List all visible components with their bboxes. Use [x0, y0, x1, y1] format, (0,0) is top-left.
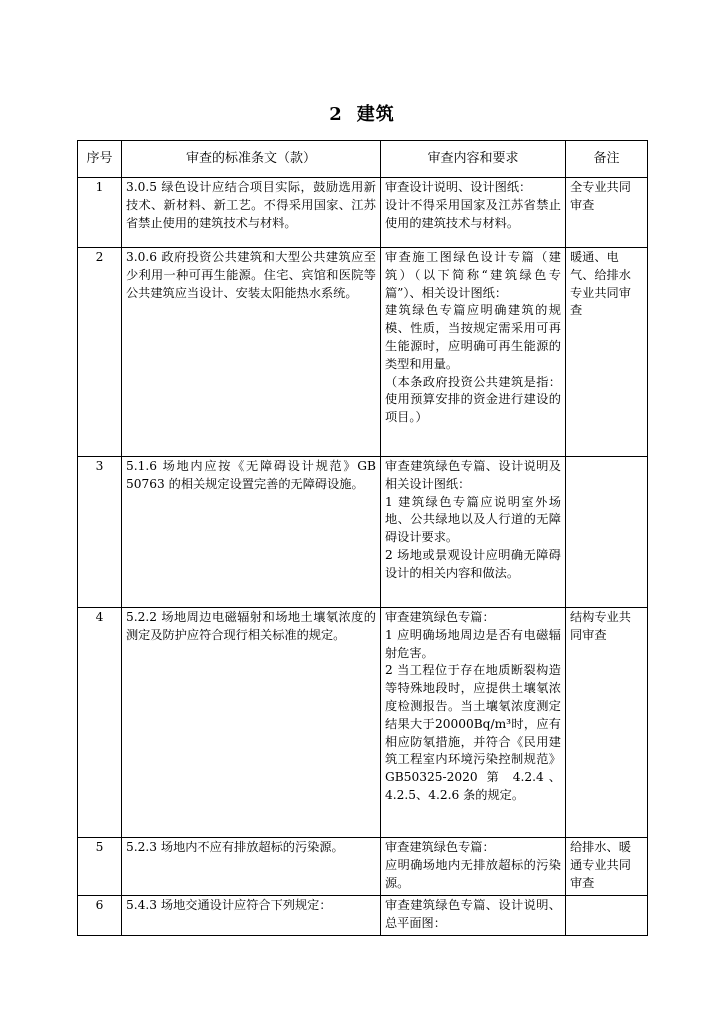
note-cell: 结构专业共同审查 [566, 608, 648, 838]
review-content [381, 248, 566, 457]
standard-clause [122, 248, 381, 457]
review-line: 审查施工图绿色设计专篇（建筑）（以下简称“建筑绿色专篇”）、相关设计图纸： [385, 250, 561, 300]
standard-text: 5.1.6 场地内应按《无障碍设计规范》GB 50763 的相关规定设置完善的无障碍设施。 [126, 459, 376, 491]
standard-clause [122, 608, 381, 838]
review-line: 2 当工程位于存在地质断裂构造等特殊地段时，应提供土壤氡浓度检测报告。当土壤氡浓度测定结果大于20000Bq/m³时，应有相应防氡措施，并符合《民用建筑工程室内环境污染控制规范》GB50325-2020 第 4.2.4、4.2.5、4.2.6 条的规定。 [385, 663, 561, 802]
header-review: 审查内容和要求 [381, 141, 566, 178]
header-note: 备注 [566, 141, 648, 178]
review-line: 审查建筑绿色专篇： [385, 610, 495, 624]
review-line: 审查建筑绿色专篇： [385, 840, 495, 854]
header-standard: 审查的标准条文（款） [122, 141, 381, 178]
section-title: 建筑 [356, 104, 395, 125]
note-cell [566, 457, 648, 608]
table-row [78, 178, 648, 248]
review-line: 2 场地或景观设计应明确无障碍设计的相关内容和做法。 [385, 547, 561, 580]
review-line: 1 建筑绿色专篇应说明室外场地、公共绿地以及人行道的无障碍设计要求。 [385, 494, 561, 545]
header-serial: 序号 [78, 141, 122, 178]
table-row [78, 838, 648, 896]
row-number: 4 [78, 608, 122, 838]
standard-clause [122, 457, 381, 608]
note-cell: 全专业共同审查 [566, 178, 648, 248]
review-line: 应明确场地内无排放超标的污染源。 [385, 857, 561, 890]
table-row [78, 248, 648, 457]
row-number: 3 [78, 457, 122, 608]
review-content [381, 896, 566, 936]
table-row [78, 896, 648, 936]
review-content [381, 178, 566, 248]
standard-text: 5.2.3 场地内不应有排放超标的污染源。 [126, 840, 344, 854]
standard-clause [122, 178, 381, 248]
note-cell: 给排水、暖通专业共同审查 [566, 838, 648, 896]
row-number: 1 [78, 178, 122, 248]
review-line: 1 应明确场地周边是否有电磁辐射危害。 [385, 627, 561, 660]
standard-text: 5.4.3 场地交通设计应符合下列规定： [126, 898, 332, 912]
row-number: 6 [78, 896, 122, 936]
note-cell: 暖通、电气、给排水专业共同审查 [566, 248, 648, 457]
section-heading [0, 100, 724, 126]
note-cell [566, 896, 648, 936]
standard-text: 3.0.5 绿色设计应结合项目实际，鼓励选用新技术、新材料、新工艺。不得采用国家、江苏省禁止使用的建筑技术与材料。 [126, 180, 376, 230]
standard-text: 5.2.2 场地周边电磁辐射和场地土壤氡浓度的测定及防护应符合现行相关标准的规定。 [126, 610, 376, 642]
review-line: 审查设计说明、设计图纸： [385, 180, 532, 194]
review-line: 设计不得采用国家及江苏省禁止使用的建筑技术与材料。 [385, 197, 561, 230]
review-content [381, 608, 566, 838]
review-line: 建筑绿色专篇应明确建筑的规模、性质，当按规定需采用可再生能源时，应明确可再生能源的类型和用量。 [385, 303, 561, 371]
review-content [381, 457, 566, 608]
table-header-row [78, 141, 648, 178]
row-number: 5 [78, 838, 122, 896]
standard-clause [122, 838, 381, 896]
standard-text: 3.0.6 政府投资公共建筑和大型公共建筑应至少利用一种可再生能源。住宅、宾馆和医院等公共建筑应当设计、安装太阳能热水系统。 [126, 250, 376, 300]
review-content [381, 838, 566, 896]
review-line: 审查建筑绿色专篇、设计说明及相关设计图纸： [385, 459, 561, 491]
table-row [78, 457, 648, 608]
standard-clause [122, 896, 381, 936]
review-table [77, 140, 648, 936]
row-number: 2 [78, 248, 122, 457]
section-number: 2 [329, 104, 343, 125]
table-row [78, 608, 648, 838]
review-line: 审查建筑绿色专篇、设计说明、总平面图： [385, 898, 561, 930]
review-line: （本条政府投资公共建筑是指：使用预算安排的资金进行建设的项目。） [385, 374, 561, 425]
